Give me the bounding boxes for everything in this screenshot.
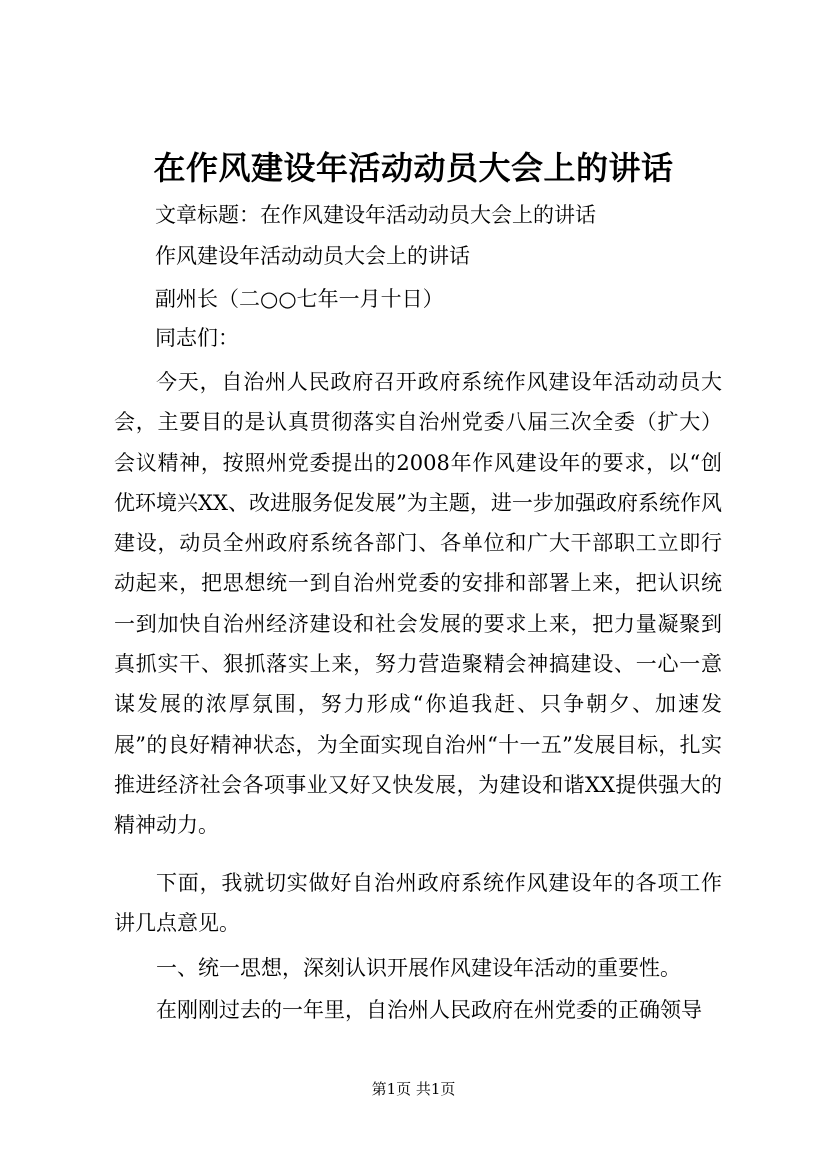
greeting-line: 同志们： xyxy=(155,326,239,350)
body-paragraph-3: 在刚刚过去的一年里，自治州人民政府在州党委的正确领导 xyxy=(156,998,702,1022)
document-title: 在作风建设年活动动员大会上的讲话 xyxy=(153,149,674,187)
page-footer: 第1页 共1页 xyxy=(371,1080,456,1098)
speaker-date-line: 副州长（二○○七年一月十日） xyxy=(155,287,444,311)
body-paragraph-2: 下面，我就切实做好自治州政府系统作风建设年的各项工作讲几点意见。 xyxy=(114,871,722,936)
section-heading-1: 一、统一思想，深刻认识开展作风建设年活动的重要性。 xyxy=(156,956,681,980)
document-subtitle: 作风建设年活动动员大会上的讲话 xyxy=(155,244,470,268)
body-paragraph-1: 今天，自治州人民政府召开政府系统作风建设年活动动员大会，主要目的是认真贯彻落实自治州党委八届三次全委（扩大）会议精神，按照州党委提出的2008年作风建设年的要求，以“创优环境兴XX、改进服务促发展”为主题，进一步加强政府系统作风建设，动员全州政府系统各部门、各单位和广大干部职工立即行动起来，把思想统一到自治州党委的安排和部署上来，把认识统一到加快自治州经济建设和社会发展的要求上来，把力量凝聚到真抓实干、狠抓落实上来，努力营造聚精会神搞建设、一心一意谋发展的浓厚氛围，努力形成“你追我赶、只争朝夕、加速发展”的良好精神状态，为全面实现自治州“十一五”发展目标，扎实推进经济社会各项事业又好又快发展，为建设和谐XX提供强大的精神动力。 xyxy=(114,370,722,838)
article-title-line: 文章标题：在作风建设年活动动员大会上的讲话 xyxy=(155,203,596,227)
